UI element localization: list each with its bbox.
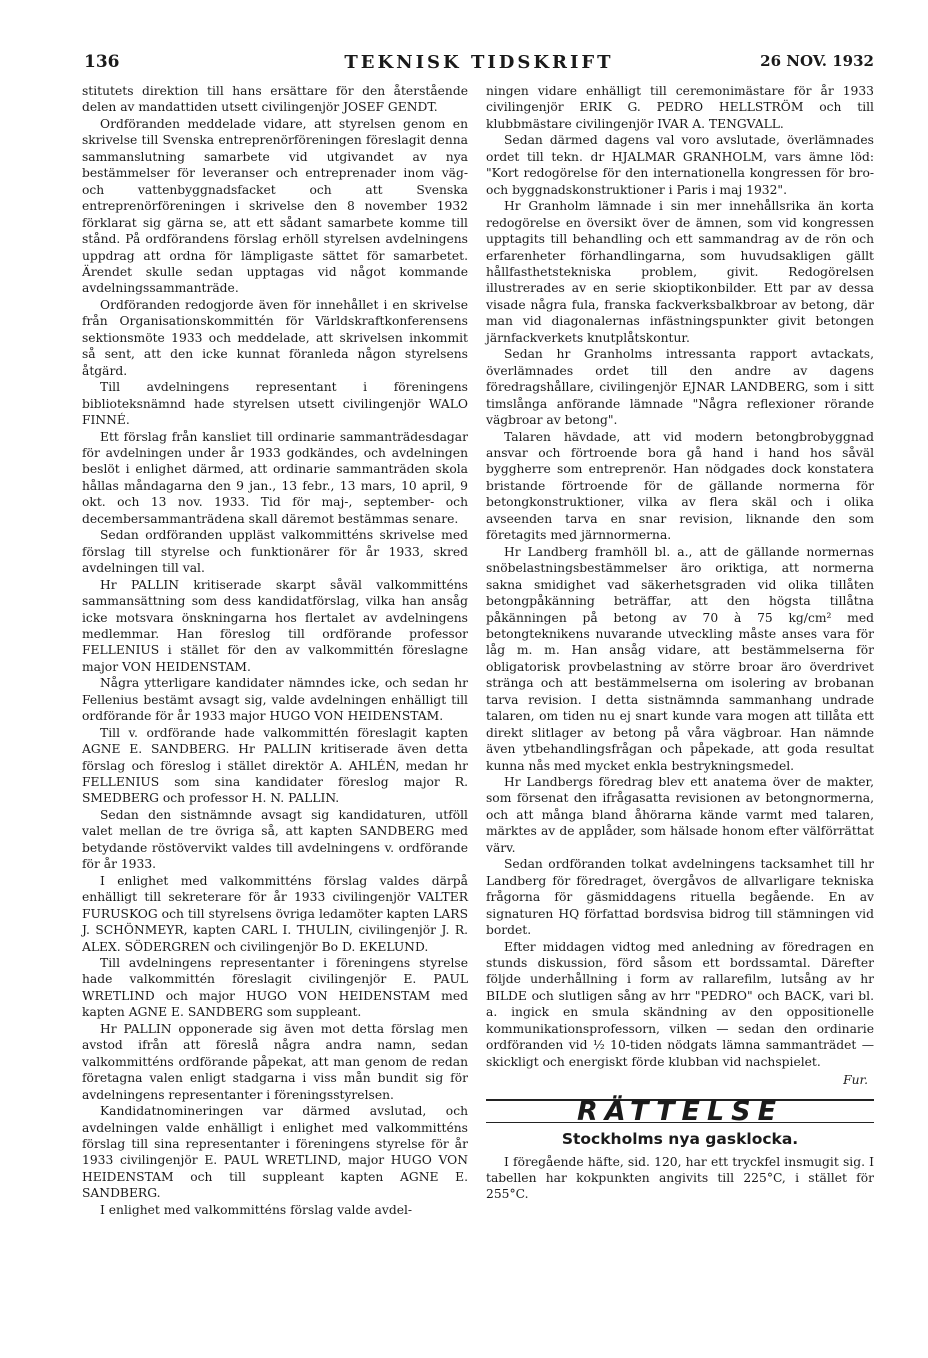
paragraph: Sedan hr Granholms intressanta rapport avtackats, överlämnades ordet till den andre av dagens föredragshållare, civilingenjör EJNAR LANDBERG, som i sitt timslånga anförande lämnade "Några reflexioner rörande vägbroar av betong".	[486, 347, 874, 428]
author-signature: Fur.	[843, 1073, 868, 1088]
issue-date: 26 NOV. 1932	[760, 52, 874, 70]
paragraph: Sedan därmed dagens val voro avslutade, överlämnades ordet till tekn. dr HJALMAR GRANHOLM, vars ämne löd: "Kort redogörelse för den internationella kongressen för bro- och byggnadskonstruktioner i Paris i maj 1932".	[486, 133, 874, 197]
paragraph: ningen vidare enhälligt till ceremonimästare för år 1933 civilingenjör ERIK G. PEDRO HELLSTRÖM och till klubbmästare civilingenjör IVAR A. TENGVALL.	[486, 84, 874, 131]
paragraph: Till avdelningens representant i föreningens biblioteksnämnd hade styrelsen utsett civilingenjör WALO FINNÉ.	[82, 380, 468, 428]
correction-text: I föregående häfte, sid. 120, har ett tryckfel insmugit sig. I tabellen har kokpunkten angivits till 225°C, i stället för 255°C.	[486, 1154, 874, 1202]
paragraph: Till v. ordförande hade valkommittén föreslagit kapten AGNE E. SANDBERG. Hr PALLIN kritiserade även detta förslag och föreslog i stället direktör A. AHLÉN, medan hr FELLENIUS som sina kandidater föreslog major R. SMEDBERG och professor H. N. PALLIN.	[82, 725, 468, 806]
paragraph: Ordföranden redogjorde även för innehållet i en skrivelse från Organisationskommittén för Världskraftkonferensens sektionsmöte 1933 och meddelade, att skrivelsen inkommit så sent, att den icke kunnat föranleda någon styrelsens åtgärd.	[82, 297, 468, 378]
left-column	[82, 83, 468, 1218]
correction-heading: RÄTTELSE	[576, 1095, 784, 1127]
paragraph: Hr Landberg framhöll bl. a., att de gällande normernas snöbelastningsbestämmelser äro oriktiga, att normerna sakna smidighet vad säkerhetsgraden vid olika tillåten betongpåkänning beträffar, att den högsta tillåtna påkänningen på betong av 70 à 75 kg/cm² med betongteknikens nuvarande utveckling måste anses vara för låg m. m. Han ansåg vidare, att bestämmelserna för obligatorisk provbelastning av större broar äro överdrivet stränga och att bestämmelserna om isolering av brobanan tarva revision. I detta sistnämnda sammanhang undrade talaren, om tiden nu ej snart kunde vara mogen att tillåta ett direkt slitlager av betong på våra vägbroar. Han nämnde även ytbehandlingsfrågan och påpekade, att goda resultat kunna nås med mycket enkla bestrykningsmedel.	[486, 544, 874, 773]
paragraph: I enlighet med valkommitténs förslag valdes därpå enhälligt till sekreterare för år 1933 civilingenjör VALTER FURUSKOG och till styrelsens övriga ledamöter kapten LARS J. SCHÖNMEYR, kapten CARL I. THULIN, civilingenjör J. R. ALEX. SÖDERGREN och civilingenjör Bo D. EKELUND.	[82, 873, 468, 954]
paragraph: Kandidatnomineringen var därmed avslutad, och avdelningen valde enhälligt i enlighet med valkommitténs förslag till sina representanter i föreningens styrelse för år 1933 civilingenjör E. PAUL WRETLIND, major HUGO VON HEIDENSTAM och till suppleant kapten AGNE E. SANDBERG.	[82, 1104, 468, 1201]
correction-title: Stockholms nya gasklocka.	[561, 1130, 799, 1149]
paragraph: Hr PALLIN opponerade sig även mot detta förslag men avstod ifrån att föreslå några andra namn, sedan valkommitténs ordförande påpekat, att man genom de redan företagna valen enligt stadgarna i viss mån bundit sig för avdelningens representanter i föreningsstyrelsen.	[82, 1021, 468, 1102]
paragraph: Efter middagen vidtog med anledning av föredragen en stunds diskussion, förd såsom ett bordssamtal. Därefter följde underhållning i form av rallarefilm, lutsång av hr BILDE och slutligen sång av hrr "PEDRO" och BACK, vari bl. a. ingick en smula skändning av den oppositionelle kommunikationsprofessorn, vilken — sedan den ordinarie ordföranden vid ½ 10-tiden nödgats lämna sammanträdet — skickligt och energiskt förde klubban vid nachspielet.	[486, 939, 874, 1069]
paragraph: Några ytterligare kandidater nämndes icke, och sedan hr Fellenius bestämt avsagt sig, valde avdelningen enhälligt till ordförande för år 1933 major HUGO VON HEIDENSTAM.	[82, 676, 468, 724]
journal-title: TEKNISK TIDSKRIFT	[344, 52, 614, 73]
paragraph: Ordföranden meddelade vidare, att styrelsen genom en skrivelse till Svenska entreprenörföreningen föreslagit denna sammanslutning samarbete vid utgivandet av nya bestämmelser för leveranser och entreprenader inom väg- och vattenbyggnadsfacket och att Svenska entreprenörföreningen i skrivelse den 8 november 1932 förklarat sig gärna se, att ett sådant samarbete komme till stånd. På ordförandens förslag erhöll styrelsen avdelningens uppdrag att ordna för lämpligaste sättet för samarbetet. Ärendet skulle sedan upptagas vid något kommande avdelningssammanträde.	[82, 116, 468, 296]
paragraph: Sedan ordföranden uppläst valkommitténs skrivelse med förslag till styrelse och funktionärer för år 1933, skred avdelningen till val.	[82, 528, 468, 576]
paragraph: stitutets direktion till hans ersättare för den återstående delen av mandattiden utsett civilingenjör JOSEF GENDT.	[82, 84, 468, 115]
paragraph: Ett förslag från kansliet till ordinarie sammanträdesdagar för avdelningen under år 1933 godkändes, och avdelningen beslöt i enlighet därmed, att ordinarie sammanträden skola hållas måndagarna den 9 jan., 13 febr., 13 mars, 10 april, 9 okt. och 13 nov. 1933. Tid för maj-, september- och decembersammanträdena skall däremot bestämmas senare.	[82, 429, 468, 526]
paragraph: Sedan den sistnämnde avsagt sig kandidaturen, utföll valet mellan de tre övriga så, att kapten SANDBERG med betydande röstövervikt valdes till avdelningens v. ordförande för år 1933.	[82, 807, 468, 872]
right-column	[486, 83, 874, 1203]
paragraph: I enlighet med valkommitténs förslag valde avdel-	[100, 1202, 413, 1217]
paragraph: Till avdelningens representanter i föreningens styrelse hade valkommittén föreslagit civilingenjör E. PAUL WRETLIND och major HUGO VON HEIDENSTAM med kapten AGNE E. SANDBERG som suppleant.	[82, 956, 468, 1020]
page-number: 136	[84, 52, 120, 72]
paragraph: Sedan ordföranden tolkat avdelningens tacksamhet till hr Landberg för föredraget, övergåvos de allvarligare tekniska frågorna för gäsmiddagens rituella begående. En av signaturen HQ författad bordsvisa bidrog till stämningen vid bordet.	[486, 857, 874, 938]
paragraph: Talaren hävdade, att vid modern betongbrobyggnad ansvar och förtroende bora gå hand i hand hos såväl byggherre som entreprenör. Han nödgades dock konstatera bristande förtroende för de gällande normerna för betongkonstruktioner, vilka av flera skäl och i olika avseenden tarva en snar revision, liknande den som företagits med järnnormerna.	[486, 429, 874, 543]
paragraph: Hr Landbergs föredrag blev ett anatema över de makter, som försenat den ifrågasatta revisionen av betongnormerna, och att många bland åhörarna kände varmt med talaren, märktes av de applåder, som hälsade honom efter välförrättat värv.	[486, 775, 874, 855]
page-header	[84, 52, 874, 76]
paragraph: Hr PALLIN kritiserade skarpt såväl valkommitténs sammansättning som dess kandidatförslag, vilka han ansåg icke motsvara önskningarna hos flertalet av avdelningens medlemmar. Han föreslog till ordförande professor FELLENIUS i stället för den av valkommittén föreslagne major VON HEIDENSTAM.	[82, 577, 468, 674]
paragraph: Hr Granholm lämnade i sin mer innehållsrika än korta redogörelse en översikt över de ämnen, som vid kongressen upptagits till behandling och ett sammandrag av de rön och erfarenheter förhandlingarna, som huvudsakligen gällt hållfasthetstekniska problem, givit. Redogörelsen illustrerades av en serie skioptikonbilder. Ett par av dessa visade några fula, franska fackverksbalkbroar av betong, där man vid diagonalernas infästningspunkter givit betongen järnfackverkets knutplåtskontur.	[486, 199, 874, 345]
